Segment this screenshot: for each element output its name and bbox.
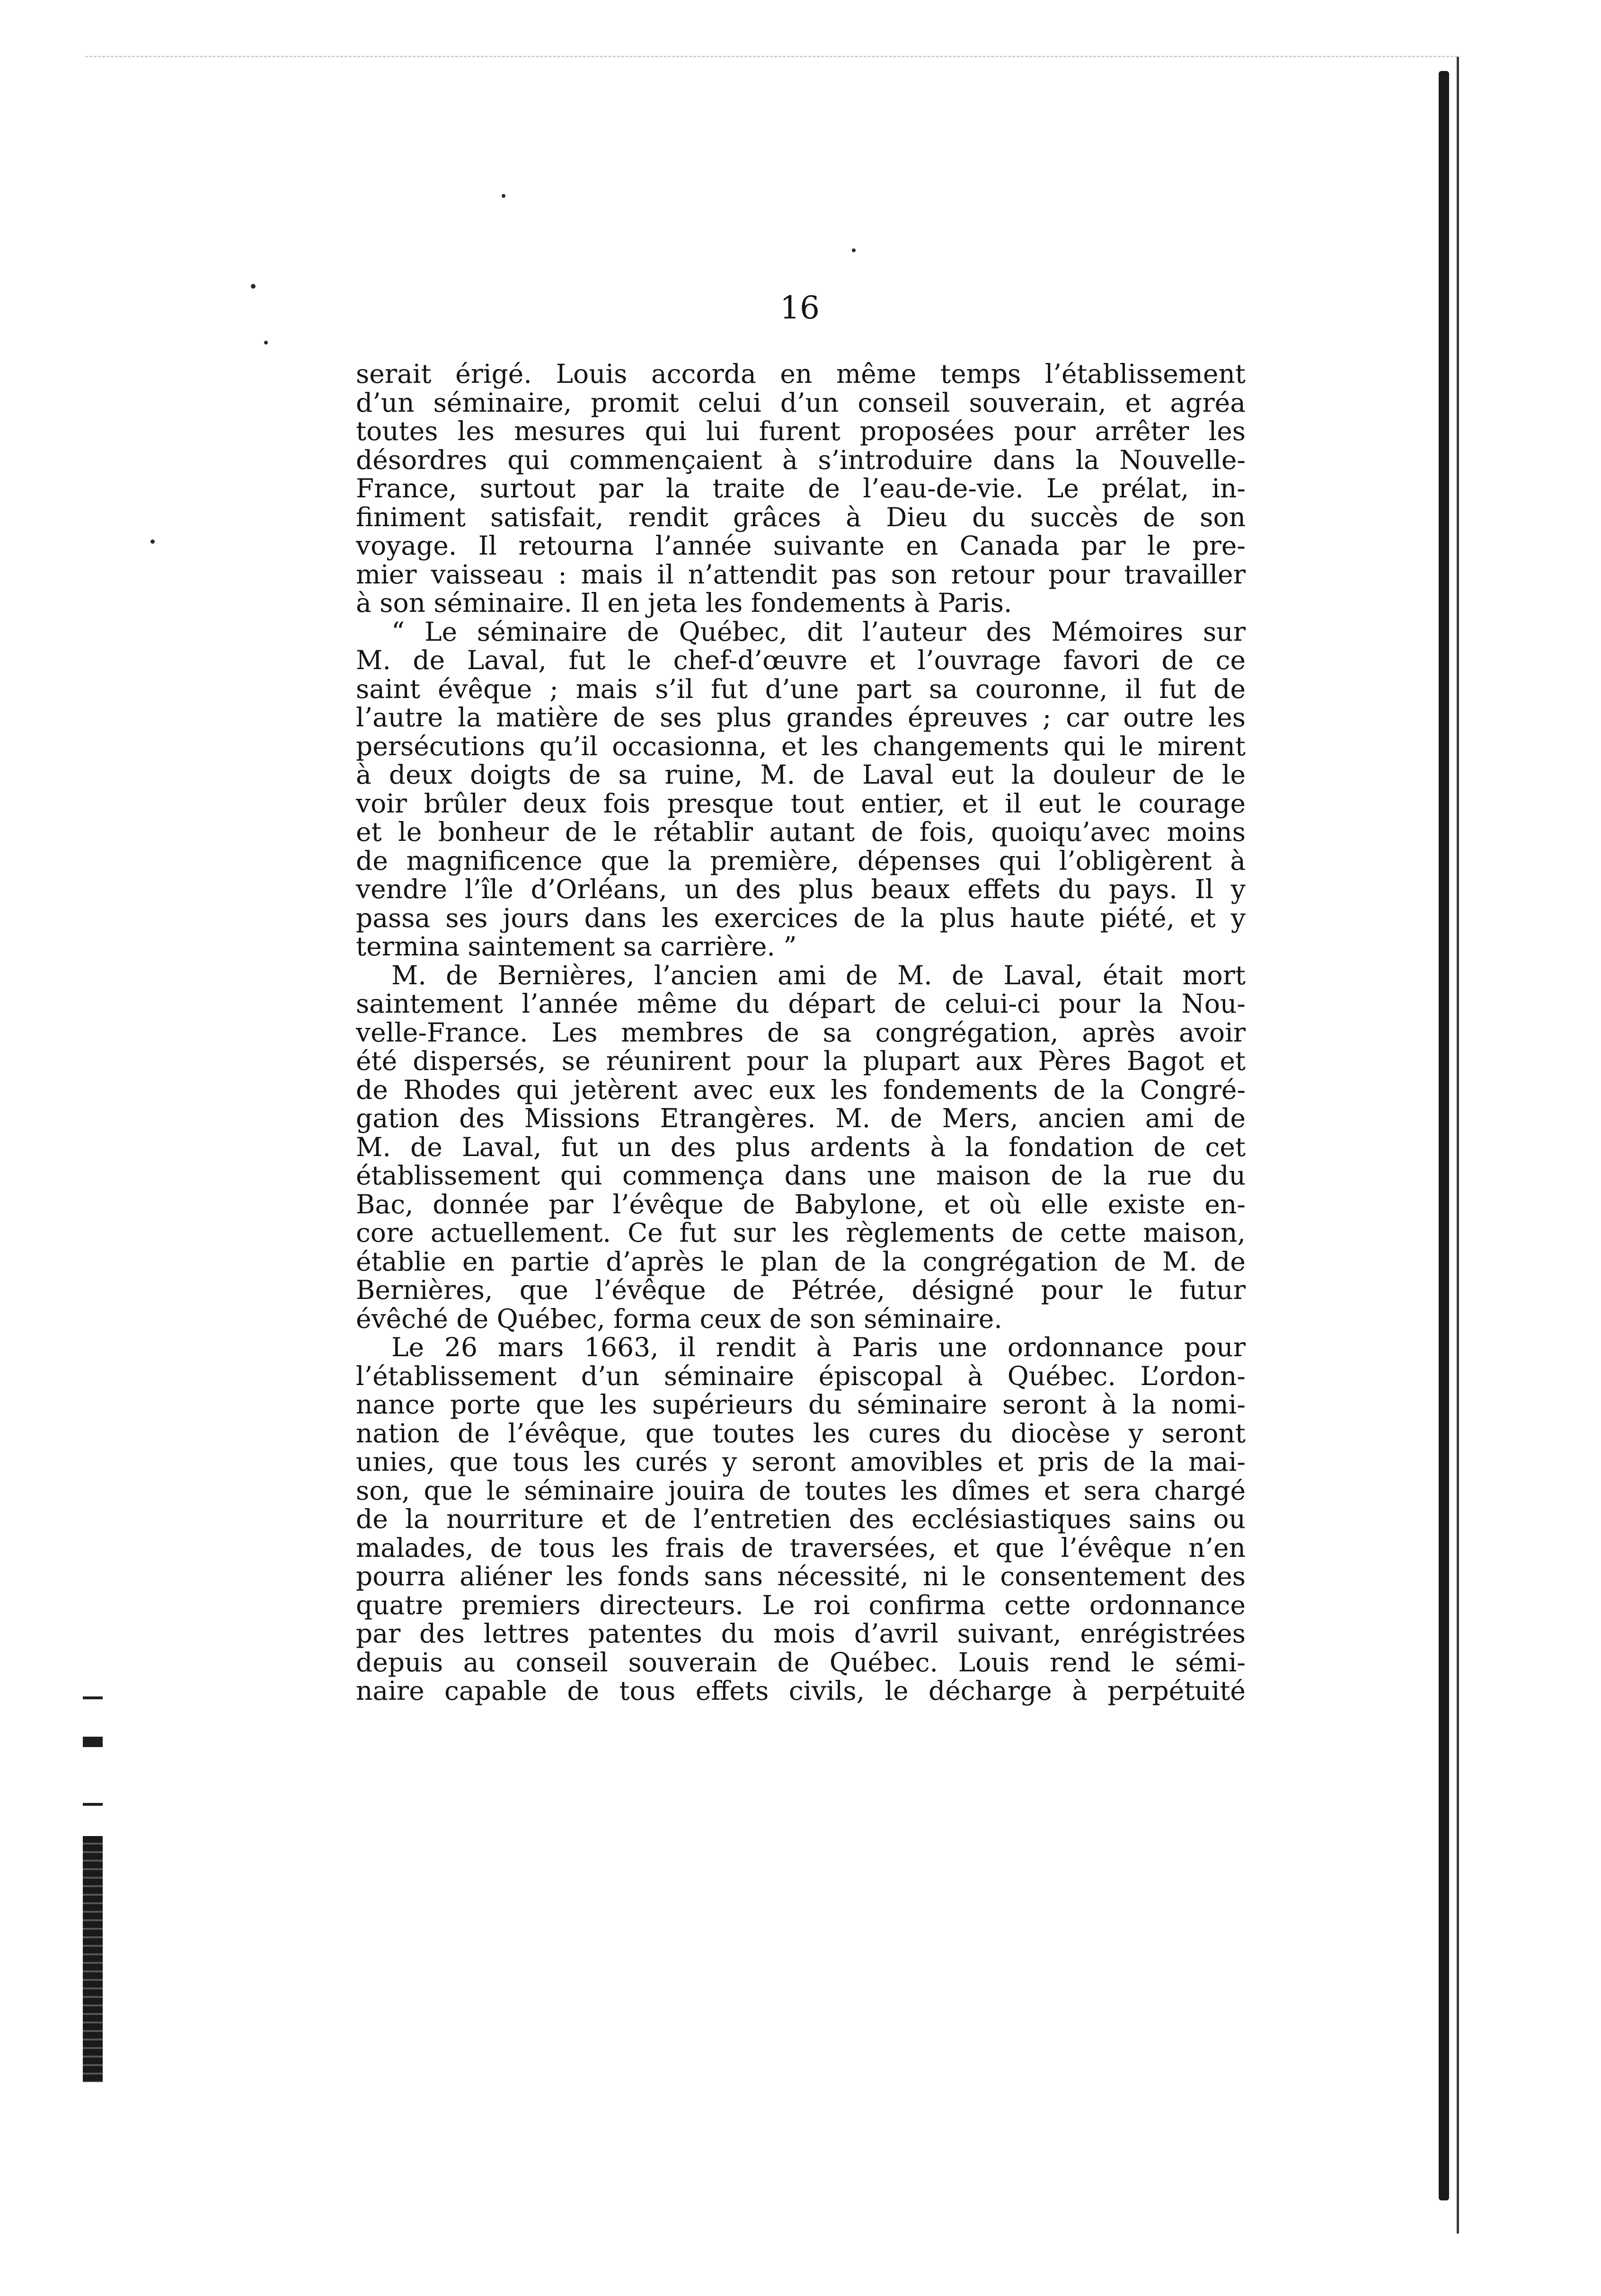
text-line: quatre premiers directeurs. Le roi confirma cette ordonnance: [356, 1590, 1246, 1620]
text-line: toutes les mesures qui lui furent proposées pour arrêter les: [356, 416, 1246, 446]
text-line: persécutions qu’il occasionna, et les changements qui le mirent: [356, 731, 1246, 761]
text-line: unies, que tous les curés y seront amovibles et pris de la mai-: [356, 1447, 1246, 1477]
text-line: et le bonheur de le rétablir autant de fois, quoiqu’avec moins: [356, 817, 1246, 847]
text-line: vendre l’île d’Orléans, un des plus beaux effets du pays. Il y: [356, 874, 1246, 904]
text-line: Le 26 mars 1663, il rendit à Paris une ordonnance pour: [391, 1332, 1246, 1362]
text-line: l’établissement d’un séminaire épiscopal à Québec. L’ordon-: [356, 1360, 1246, 1391]
text-line: pourra aliéner les fonds sans nécessité, ni le consentement des: [356, 1561, 1246, 1591]
text-line: par des lettres patentes du mois d’avril suivant, enrégistrées: [356, 1618, 1246, 1649]
text-line: depuis au conseil souverain de Québec. Louis rend le sémi-: [356, 1647, 1246, 1678]
text-line: naire capable de tous effets civils, le décharge à perpétuité: [356, 1676, 1246, 1706]
text-line: Bernières, que l’évêque de Pétrée, désigné pour le futur: [356, 1275, 1246, 1305]
text-line: d’un séminaire, promit celui d’un conseil souverain, et agréa: [356, 387, 1246, 418]
text-line: mier vaisseau : mais il n’attendit pas son retour pour travailler: [356, 559, 1246, 590]
text-line: son, que le séminaire jouira de toutes les dîmes et sera chargé: [356, 1475, 1246, 1506]
text-line: finiment satisfait, rendit grâces à Dieu du succès de son: [356, 502, 1246, 532]
text-line: évêché de Québec, forma ceux de son séminaire.: [356, 1303, 1002, 1334]
text-line: été dispersés, se réunirent pour la plupart aux Pères Bagot et: [356, 1046, 1246, 1076]
text-line: Bac, donnée par l’évêque de Babylone, et où elle existe en-: [356, 1189, 1246, 1219]
speck: [264, 341, 268, 344]
text-line: établie en partie d’après le plan de la congrégation de M. de: [356, 1246, 1246, 1277]
text-line: à son séminaire. Il en jeta les fondements à Paris.: [356, 588, 1012, 618]
text-line: core actuellement. Ce fut sur les règlements de cette maison,: [356, 1218, 1246, 1248]
text-line: désordres qui commençaient à s’introduire dans la Nouvelle-: [356, 444, 1246, 475]
body-text: [356, 360, 1246, 1705]
text-line: serait érigé. Louis accorda en même temps l’établissement: [356, 359, 1246, 389]
text-line: gation des Missions Etrangères. M. de Mers, ancien ami de: [356, 1103, 1246, 1133]
text-line: établissement qui commença dans une maison de la rue du: [356, 1160, 1246, 1191]
scan-top-edge: [85, 56, 1458, 57]
text-line: termina saintement sa carrière. ”: [356, 931, 797, 962]
text-line: passa ses jours dans les exercices de la plus haute piété, et y: [356, 902, 1246, 933]
text-line: France, surtout par la traite de l’eau-de-vie. Le prélat, in-: [356, 473, 1246, 503]
gutter-mark: [83, 1803, 103, 1806]
gutter-mark: [83, 1836, 103, 2082]
gutter-mark: [83, 1696, 103, 1699]
text-line: de Rhodes qui jetèrent avec eux les fondements de la Congré-: [356, 1074, 1246, 1105]
text-line: “ Le séminaire de Québec, dit l’auteur des Mémoires sur: [391, 616, 1246, 647]
binding-edge-thin: [1457, 57, 1459, 2234]
speck: [251, 284, 256, 289]
text-line: de magnificence que la première, dépenses qui l’obligèrent à: [356, 845, 1246, 876]
text-line: M. de Laval, fut le chef-d’œuvre et l’ouvrage favori de ce: [356, 645, 1246, 675]
binding-edge: [1439, 71, 1449, 2200]
text-line: saintement l’année même du départ de celui-ci pour la Nou-: [356, 989, 1246, 1019]
text-line: à deux doigts de sa ruine, M. de Laval eut la douleur de le: [356, 759, 1246, 790]
text-line: saint évêque ; mais s’il fut d’une part sa couronne, il fut de: [356, 673, 1246, 704]
text-line: de la nourriture et de l’entretien des ecclésiastiques sains ou: [356, 1504, 1246, 1534]
text-line: nation de l’évêque, que toutes les cures du diocèse y seront: [356, 1418, 1246, 1448]
text-line: l’autre la matière de ses plus grandes épreuves ; car outre les: [356, 702, 1246, 733]
speck: [502, 194, 505, 198]
text-line: nance porte que les supérieurs du séminaire seront à la nomi-: [356, 1389, 1246, 1420]
text-line: voir brûler deux fois presque tout entier, et il eut le courage: [356, 788, 1246, 819]
text-line: malades, de tous les frais de traversées, et que l’évêque n’en: [356, 1532, 1246, 1563]
speck: [150, 539, 155, 544]
text-line: M. de Bernières, l’ancien ami de M. de Laval, était mort: [391, 960, 1246, 990]
page-number: 16: [780, 290, 820, 326]
gutter-mark: [83, 1737, 103, 1747]
text-line: velle-France. Les membres de sa congrégation, après avoir: [356, 1017, 1246, 1048]
text-line: M. de Laval, fut un des plus ardents à la fondation de cet: [356, 1131, 1246, 1162]
speck: [852, 248, 856, 252]
text-line: voyage. Il retourna l’année suivante en Canada par le pre-: [356, 530, 1246, 561]
